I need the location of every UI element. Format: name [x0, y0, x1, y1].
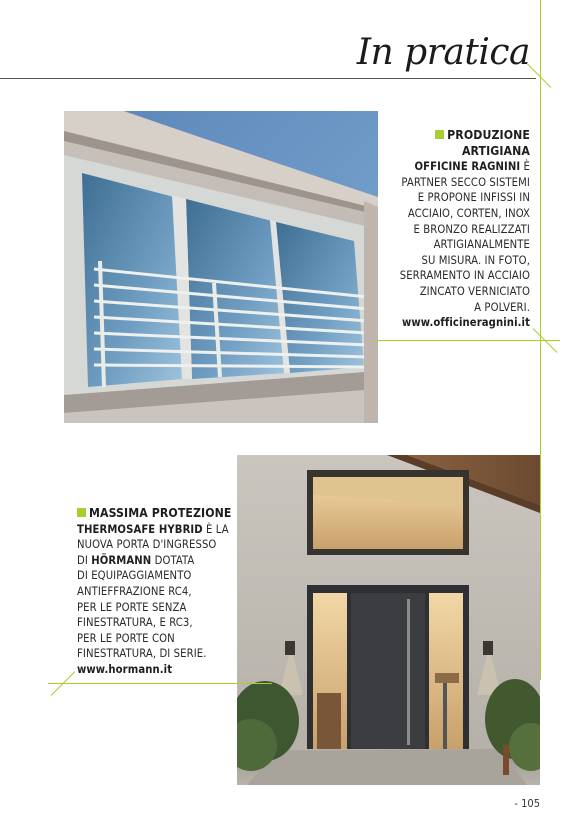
caption-protezione	[77, 506, 237, 678]
page-heading: In pratica	[356, 32, 530, 73]
caption-produzione	[340, 128, 530, 331]
caption-line: SERRAMENTO IN ACCIAIO	[399, 269, 530, 283]
caption-line: E BRONZO REALIZZATI	[413, 222, 530, 236]
caption-line: PER LE PORTE SENZA	[77, 600, 187, 614]
door-photo	[237, 455, 540, 785]
accent-line-diagonal	[527, 63, 552, 88]
caption-line: ZINCATO VERNICIATO	[419, 284, 530, 298]
window-illustration	[64, 111, 378, 423]
brand-name: OFFICINE RAGNINI	[414, 160, 521, 174]
caption-line: OFFICINE RAGNINI È	[414, 160, 530, 174]
brand-name: THERMOSAFE HYBRID	[77, 522, 203, 536]
caption-line: THERMOSAFE HYBRID È LA	[77, 522, 229, 536]
caption-title: MASSIMA PROTEZIONE	[77, 506, 237, 522]
caption-line: ACCIAIO, CORTEN, INOX	[407, 206, 530, 220]
header-rule	[0, 78, 536, 79]
caption-line: DI EQUIPAGGIAMENTO	[77, 569, 192, 583]
caption-line: ANTIEFFRAZIONE RC4,	[77, 584, 192, 598]
caption-line: A POLVERI.	[474, 300, 530, 314]
window-photo	[64, 111, 378, 423]
accent-line-h1	[372, 340, 560, 341]
bullet-square-icon	[77, 508, 86, 517]
caption-line: NUOVA PORTA D'INGRESSO	[77, 538, 217, 552]
caption-line: ARTIGIANALMENTE	[433, 238, 530, 252]
caption-line: PER LE PORTE CON	[77, 631, 175, 645]
page-number: - 105	[514, 797, 540, 810]
caption-line: DI HÖRMANN DOTATA	[77, 553, 195, 567]
caption-line: FINESTRATURA, E RC3,	[77, 616, 193, 630]
caption-line: FINESTRATURA, DI SERIE.	[77, 647, 207, 661]
caption-line: PARTNER SECCO SISTEMI	[401, 175, 530, 189]
brand-name: HÖRMANN	[91, 553, 152, 567]
caption-line: SU MISURA. IN FOTO,	[421, 253, 530, 267]
caption-title-2: ARTIGIANA	[461, 143, 530, 158]
bullet-square-icon	[435, 130, 444, 139]
accent-line-h2	[48, 683, 272, 684]
door-illustration	[237, 455, 540, 785]
website-link-ragnini[interactable]: www.officineragnini.it	[402, 316, 530, 330]
caption-line: E PROPONE INFISSI IN	[417, 191, 530, 205]
website-link-hormann[interactable]: www.hormann.it	[77, 662, 173, 676]
caption-title-1: PRODUZIONE	[340, 128, 530, 144]
